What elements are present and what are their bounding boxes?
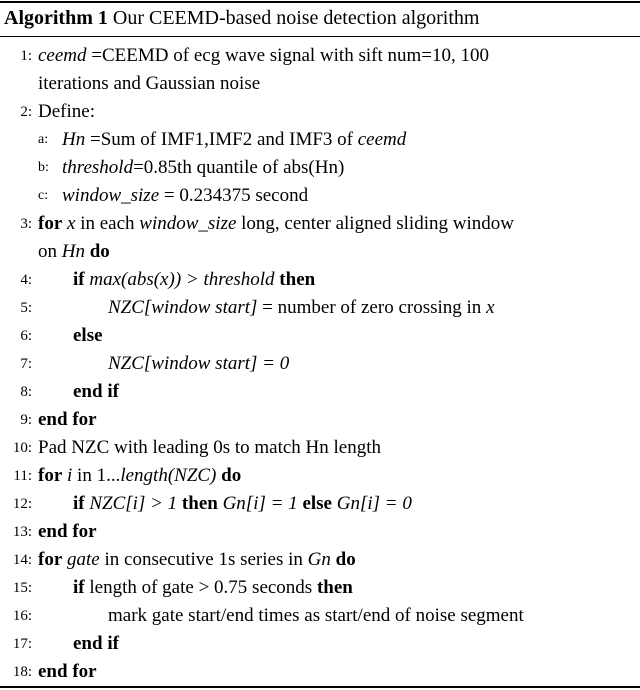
line-number: 17:: [12, 636, 32, 652]
keyword: then: [181, 493, 218, 514]
top-rule: [0, 1, 640, 3]
line-text: [38, 659, 97, 685]
line-text: [38, 211, 514, 237]
line-number: 13:: [12, 524, 32, 540]
math-expression: gate: [67, 549, 100, 570]
keyword: end if: [73, 633, 119, 654]
math-expression: Gn[i] = 1: [222, 493, 298, 514]
plain-text: in 1...: [72, 465, 121, 486]
math-expression: NZC[window start]: [108, 297, 258, 318]
line-text: [73, 631, 119, 657]
line-number: 8:: [20, 384, 32, 400]
keyword: do: [89, 241, 110, 262]
keyword: do: [335, 549, 356, 570]
plain-text: on: [38, 241, 62, 262]
math-expression: window_size: [139, 213, 237, 234]
keyword: if: [73, 577, 85, 598]
plain-text: 0.75 seconds: [209, 577, 317, 598]
line-text: [73, 575, 353, 601]
math-expression: NZC[window start] = 0: [108, 353, 290, 374]
math-expression: NZC[i] > 1: [89, 493, 178, 514]
line-text: [108, 295, 495, 321]
plain-text: in consecutive 1s series in: [99, 549, 308, 570]
algorithm-label: Algorithm 1: [4, 7, 108, 29]
keyword: end for: [38, 521, 97, 542]
plain-text: in each: [75, 213, 140, 234]
keyword: else: [302, 493, 332, 514]
bottom-rule: [0, 686, 640, 688]
math-expression: x: [486, 297, 495, 318]
algorithm-title: Our CEEMD-based noise detection algorithm: [112, 7, 480, 29]
line-text: [108, 351, 289, 377]
line-text: [38, 463, 241, 489]
line-number: 3:: [20, 216, 32, 232]
plain-text: Define:: [38, 101, 95, 122]
line-number: 6:: [20, 328, 32, 344]
line-number: 2:: [20, 104, 32, 120]
keyword: do: [221, 465, 242, 486]
math-expression: x: [67, 213, 76, 234]
sub-step-label: c:: [38, 188, 49, 203]
plain-text: mark gate start/end times as start/end of noise segment: [108, 605, 524, 626]
line-text: [38, 407, 97, 433]
sub-step-label: b:: [38, 160, 49, 175]
keyword: if: [73, 269, 85, 290]
math-expression: ceemd: [38, 45, 87, 66]
line-text: [73, 267, 315, 293]
keyword: end for: [38, 409, 97, 430]
line-text: [62, 155, 344, 181]
caption-rule: [0, 36, 640, 37]
math-expression: Gn[i] = 0: [336, 493, 412, 514]
plain-text: long, center aligned sliding window: [236, 213, 514, 234]
line-text: [38, 435, 381, 461]
line-text: [38, 99, 95, 125]
line-number: 5:: [20, 300, 32, 316]
plain-text: =CEEMD of ecg wave signal with sift num=10, 100: [86, 45, 489, 66]
keyword: else: [73, 325, 103, 346]
line-text: [73, 323, 103, 349]
plain-text: length of gate: [84, 577, 199, 598]
line-text: [38, 43, 489, 69]
line-number: 1:: [20, 48, 32, 64]
line-text: [38, 547, 356, 573]
math-expression: ceemd: [357, 129, 407, 150]
plain-text: = 0.234375 second: [159, 185, 309, 206]
sub-step-label: a:: [38, 132, 49, 147]
math-expression: max(abs(x)) > threshold: [89, 269, 275, 290]
algorithm-caption: [4, 5, 479, 31]
line-text: [38, 71, 260, 97]
math-expression: i: [67, 465, 73, 486]
plain-text: =Sum of IMF1,IMF2 and IMF3 of: [85, 129, 358, 150]
line-text: [38, 239, 110, 265]
line-number: 9:: [20, 412, 32, 428]
plain-text: iterations and Gaussian noise: [38, 73, 261, 94]
line-text: [62, 183, 308, 209]
line-number: 18:: [12, 664, 32, 680]
line-number: 14:: [12, 552, 32, 568]
plain-text: >: [198, 577, 210, 598]
line-text: [62, 127, 406, 153]
keyword: for: [38, 549, 63, 570]
line-text: [73, 379, 119, 405]
line-number: 10:: [12, 440, 32, 456]
keyword: then: [316, 577, 353, 598]
math-expression: Gn: [307, 549, 331, 570]
keyword: end for: [38, 661, 97, 682]
keyword: if: [73, 493, 85, 514]
math-expression: threshold: [62, 157, 134, 178]
plain-text: Pad NZC with leading 0s to match Hn length: [38, 437, 382, 458]
math-expression: Hn: [62, 129, 86, 150]
keyword: for: [38, 465, 63, 486]
keyword: then: [279, 269, 316, 290]
line-number: 12:: [12, 496, 32, 512]
plain-text: = number of zero crossing in: [257, 297, 487, 318]
line-text: [73, 491, 412, 517]
line-number: 15:: [12, 580, 32, 596]
line-number: 7:: [20, 356, 32, 372]
line-number: 11:: [13, 468, 32, 484]
line-text: [38, 519, 97, 545]
math-expression: length(NZC): [120, 465, 217, 486]
line-number: 16:: [12, 608, 32, 624]
line-text: [108, 603, 524, 629]
math-expression: Hn: [61, 241, 85, 262]
plain-text: =0.85th quantile of abs(Hn): [133, 157, 345, 178]
keyword: end if: [73, 381, 119, 402]
math-expression: window_size: [62, 185, 160, 206]
keyword: for: [38, 213, 63, 234]
line-number: 4:: [20, 272, 32, 288]
